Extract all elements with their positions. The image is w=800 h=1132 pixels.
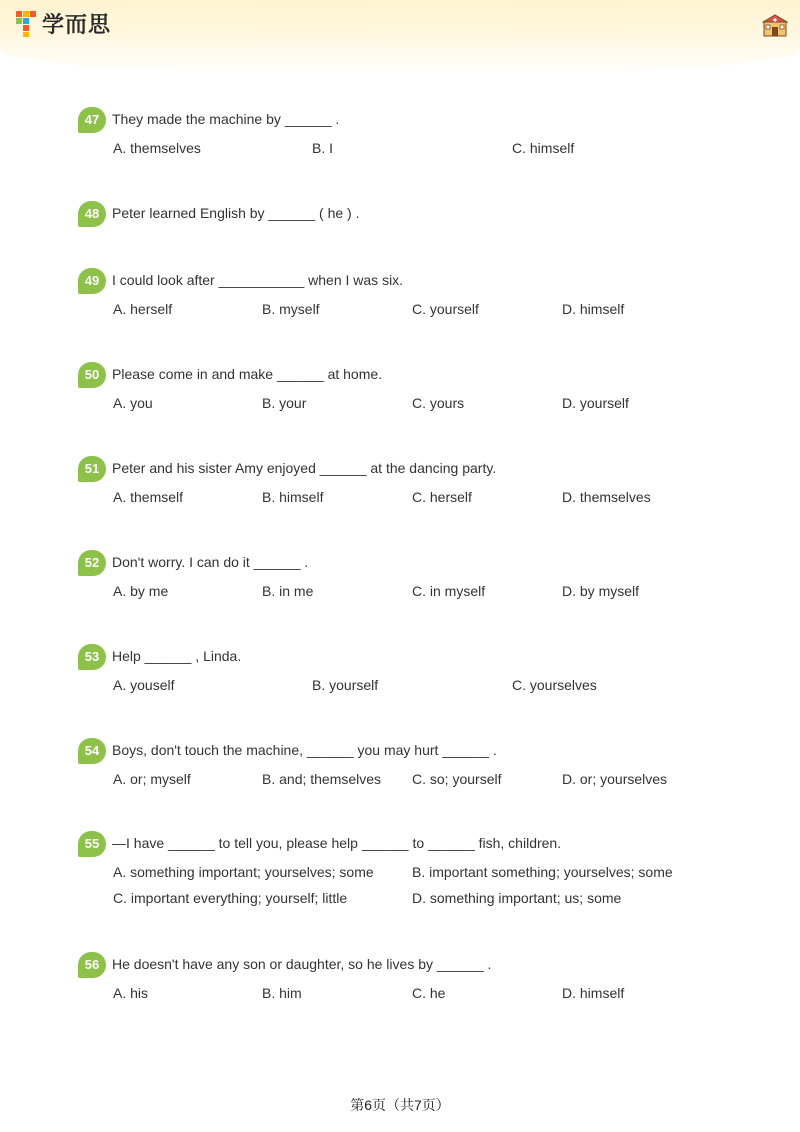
option-b[interactable]: B. in me	[262, 583, 314, 599]
question-text: Don't worry. I can do it ______ .	[112, 554, 309, 570]
question-text: I could look after ___________ when I was six.	[112, 272, 404, 288]
option-d[interactable]: D. by myself	[562, 583, 640, 599]
question-55	[78, 832, 718, 910]
option-b[interactable]: B. and; themselves	[262, 771, 382, 787]
question-number-badge: 50	[78, 362, 106, 388]
question-51	[78, 457, 718, 509]
option-c[interactable]: C. himself	[512, 140, 575, 156]
question-number-badge: 51	[78, 456, 106, 482]
question-stem	[78, 645, 718, 671]
option-d[interactable]: D. himself	[562, 301, 625, 317]
question-number-badge: 47	[78, 107, 106, 133]
option-a[interactable]: A. his	[113, 985, 149, 1001]
option-c[interactable]: C. in myself	[412, 583, 486, 599]
option-c[interactable]: C. yours	[412, 395, 465, 411]
question-49	[78, 269, 718, 321]
question-text: —I have ______ to tell you, please help ______ to ______ fish, children.	[112, 835, 562, 851]
question-number-badge: 52	[78, 550, 106, 576]
option-d[interactable]: D. something important; us; some	[412, 890, 622, 906]
question-stem	[78, 457, 718, 483]
question-text: Help ______ , Linda.	[112, 648, 242, 664]
question-text: They made the machine by ______ .	[112, 111, 340, 127]
options-row	[78, 577, 718, 603]
question-stem	[78, 739, 718, 765]
option-a[interactable]: A. by me	[113, 583, 169, 599]
question-48	[78, 202, 718, 228]
options-row	[78, 765, 718, 791]
option-b[interactable]: B. important something; yourselves; some	[412, 864, 673, 880]
question-text: He doesn't have any son or daughter, so he lives by ______ .	[112, 956, 492, 972]
option-b[interactable]: B. him	[262, 985, 302, 1001]
question-number-badge: 53	[78, 644, 106, 670]
question-stem	[78, 363, 718, 389]
options-row	[78, 483, 718, 509]
question-text: Boys, don't touch the machine, ______ you may hurt ______ .	[112, 742, 497, 758]
option-a[interactable]: A. themself	[113, 489, 184, 505]
options-row	[78, 884, 718, 910]
question-stem	[78, 551, 718, 577]
option-c[interactable]: C. he	[412, 985, 446, 1001]
question-54	[78, 739, 718, 791]
page-number: 第6页（共7页）	[350, 1097, 450, 1113]
question-47	[78, 108, 718, 160]
xueersi-logo-icon	[14, 9, 38, 37]
option-d[interactable]: D. yourself	[562, 395, 629, 411]
option-c[interactable]: C. yourself	[412, 301, 479, 317]
option-b[interactable]: B. yourself	[312, 677, 379, 693]
option-a[interactable]: A. or; myself	[113, 771, 191, 787]
question-stem	[78, 108, 718, 134]
option-b[interactable]: B. I	[312, 140, 334, 156]
question-56	[78, 953, 718, 1005]
question-53	[78, 645, 718, 697]
option-a[interactable]: A. themselves	[113, 140, 201, 156]
question-stem	[78, 832, 718, 858]
question-number-badge: 55	[78, 831, 106, 857]
question-text: Peter learned English by ______ ( he ) .	[112, 205, 360, 221]
options-row	[78, 979, 718, 1005]
option-a[interactable]: A. herself	[113, 301, 173, 317]
question-stem	[78, 953, 718, 979]
question-stem	[78, 202, 718, 228]
question-50	[78, 363, 718, 415]
options-row	[78, 858, 718, 884]
question-stem	[78, 269, 718, 295]
option-b[interactable]: B. your	[262, 395, 307, 411]
question-text: Please come in and make ______ at home.	[112, 366, 383, 382]
option-c[interactable]: C. important everything; yourself; little	[113, 890, 348, 906]
question-number-badge: 48	[78, 201, 106, 227]
header-band	[0, 0, 800, 76]
option-d[interactable]: D. or; yourselves	[562, 771, 668, 787]
option-c[interactable]: C. yourselves	[512, 677, 597, 693]
option-c[interactable]: C. herself	[412, 489, 472, 505]
question-text: Peter and his sister Amy enjoyed ______ at the dancing party.	[112, 460, 497, 476]
option-a[interactable]: A. you	[113, 395, 153, 411]
school-building-icon	[762, 12, 788, 38]
options-row	[78, 671, 718, 697]
option-a[interactable]: A. something important; yourselves; some	[113, 864, 374, 880]
option-b[interactable]: B. himself	[262, 489, 324, 505]
question-52	[78, 551, 718, 603]
option-d[interactable]: D. himself	[562, 985, 625, 1001]
option-b[interactable]: B. myself	[262, 301, 320, 317]
logo-text: 学而思	[42, 12, 112, 38]
logo	[14, 8, 111, 38]
options-row	[78, 134, 718, 160]
options-row	[78, 389, 718, 415]
question-number-badge: 54	[78, 738, 106, 764]
option-c[interactable]: C. so; yourself	[412, 771, 502, 787]
question-number-badge: 49	[78, 268, 106, 294]
option-a[interactable]: A. youself	[113, 677, 175, 693]
option-d[interactable]: D. themselves	[562, 489, 651, 505]
options-row	[78, 295, 718, 321]
question-number-badge: 56	[78, 952, 106, 978]
